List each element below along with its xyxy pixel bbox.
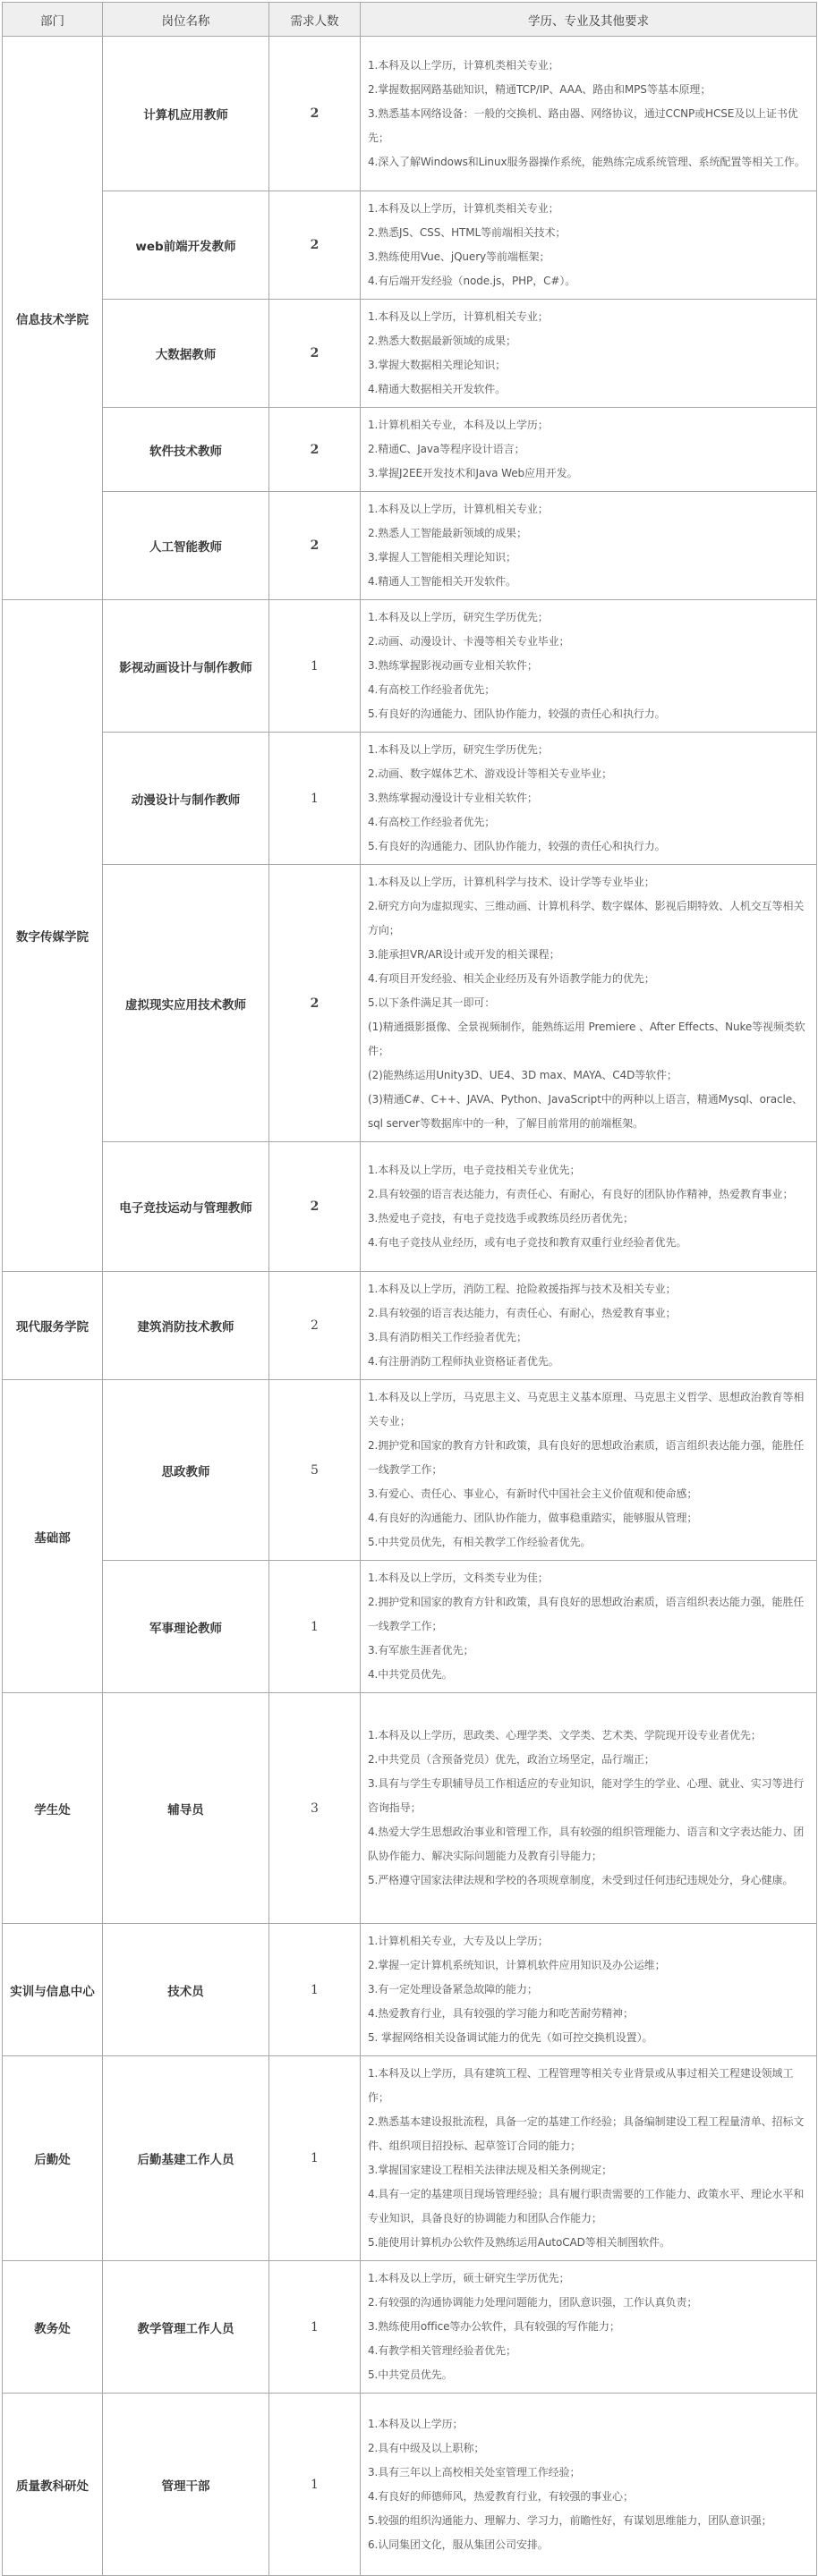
requirements-list — [368, 54, 809, 174]
requirement-item: 2.动画、动漫设计、卡漫等相关专业毕业； — [368, 635, 570, 648]
requirement-item: 4.深入了解Windows和Linux服务器操作系统，能熟练完成系统管理、系统配置等相关工作。 — [368, 155, 805, 168]
position-name-cell: 电子竞技运动与管理教师 — [103, 1142, 269, 1272]
requirements-cell — [361, 2056, 817, 2261]
headcount-cell: 2 — [269, 865, 361, 1142]
requirement-item: 5.中共党员优先。 — [368, 2368, 453, 2381]
position-name-cell: web前端开发教师 — [103, 191, 269, 300]
requirement-item: 1.本科及以上学历，硕士研究生学历优先； — [368, 2272, 570, 2284]
requirement-item: 2.掌握数据网路基础知识，精通TCP/IP、AAA、路由和MPS等基本原理； — [368, 82, 711, 96]
requirement-item: 1.计算机相关专业，本科及以上学历； — [368, 419, 549, 431]
table-row — [3, 408, 817, 492]
position-name-cell: 后勤基建工作人员 — [103, 2056, 269, 2261]
table-row — [3, 1924, 817, 2056]
requirement-item: 4.具有一定的基建项目现场管理经验；具有履行职责需要的工作能力、政策水平、理论水平和专业知识，具备良好的协调能力和团队合作能力； — [368, 2188, 805, 2224]
requirement-item: 5.能使用计算机办公软件及熟练运用AutoCAD等相关制图软件。 — [368, 2236, 670, 2249]
position-name-cell: 管理干部 — [103, 2394, 269, 2576]
requirement-item: 3.具有消防相关工作经验者优先； — [368, 1331, 527, 1343]
requirement-item: 3.熟练掌握影视动画专业相关软件； — [368, 659, 538, 672]
requirements-cell — [361, 191, 817, 300]
requirements-cell — [361, 2394, 817, 2576]
table-row — [3, 1380, 817, 1561]
headcount-cell: 5 — [269, 1380, 361, 1561]
headcount-cell: 2 — [269, 408, 361, 492]
requirement-item: 2.精通C、Java等程序设计语言； — [368, 443, 525, 455]
requirements-list — [368, 1385, 809, 1555]
requirements-list — [368, 1929, 809, 2050]
requirement-item: (1)精通摄影摄像、全景视频制作，能熟练运用 Premiere 、After Effects、Nuke等视频类软件； — [368, 1021, 805, 1057]
requirement-item: 5.以下条件满足其一即可： — [368, 996, 496, 1009]
requirement-item: 1.本科及以上学历，研究生学历优先； — [368, 743, 549, 756]
headcount-cell: 1 — [269, 2261, 361, 2394]
requirements-cell — [361, 733, 817, 865]
requirement-item: 1.本科及以上学历，计算机相关专业； — [368, 503, 549, 515]
table-row — [3, 1561, 817, 1693]
requirement-item: 5.有良好的沟通能力、团队协作能力，较强的责任心和执行力。 — [368, 708, 666, 720]
position-name-cell: 建筑消防技术教师 — [103, 1272, 269, 1380]
headcount-cell: 2 — [269, 1272, 361, 1380]
requirement-item: 4.有高校工作经验者优先； — [368, 683, 496, 696]
position-name-cell: 辅导员 — [103, 1693, 269, 1924]
position-name-cell: 人工智能教师 — [103, 492, 269, 600]
header-count: 需求人数 — [269, 3, 361, 37]
table-row — [3, 1693, 817, 1924]
requirement-item: 3.有一定处理设备紧急故障的能力； — [368, 1983, 538, 1996]
requirements-list — [368, 497, 809, 594]
table-row — [3, 1142, 817, 1272]
requirements-cell — [361, 408, 817, 492]
position-name-cell: 虚拟现实应用技术教师 — [103, 865, 269, 1142]
table-row — [3, 37, 817, 191]
department-cell: 数字传媒学院 — [3, 600, 103, 1272]
table-row — [3, 300, 817, 408]
requirements-list — [368, 2062, 809, 2255]
requirement-item: 1.本科及以上学历，计算机相关专业； — [368, 310, 549, 323]
position-name-cell: 大数据教师 — [103, 300, 269, 408]
header-row — [3, 3, 817, 37]
requirement-item: 4.有项目开发经验、相关企业经历及有外语教学能力的优先； — [368, 972, 655, 985]
requirement-item: 2.掌握一定计算机系统知识，计算机软件应用知识及办公运维； — [368, 1959, 666, 1971]
requirement-item: 5.中共党员优先，有相关教学工作经验者优先。 — [368, 1536, 592, 1548]
requirements-cell — [361, 1142, 817, 1272]
position-name-cell: 军事理论教师 — [103, 1561, 269, 1693]
headcount-cell: 1 — [269, 1561, 361, 1693]
requirement-item: 4.有后端开发经验（node.js，PHP，C#）。 — [368, 275, 576, 287]
requirement-item: 4.热爱教育行业，具有较强的学习能力和吃苦耐劳精神； — [368, 2007, 634, 2020]
position-name-cell: 动漫设计与制作教师 — [103, 733, 269, 865]
requirement-item: 3.能承担VR/AR设计或开发的相关课程； — [368, 948, 560, 961]
requirement-item: 1.本科及以上学历，研究生学历优先； — [368, 611, 549, 623]
table-body — [3, 37, 817, 2576]
requirement-item: 1.本科及以上学历，思政类、心理学类、文学类、艺术类、学院现开设专业者优先； — [368, 1729, 762, 1741]
requirements-list — [368, 1158, 809, 1255]
requirement-item: 4.有良好的师德师风，热爱教育行业，有较强的事业心； — [368, 2489, 634, 2503]
requirement-item: 3.掌握人工智能相关理论知识； — [368, 551, 516, 564]
table-row — [3, 492, 817, 600]
requirement-item: 3.具有与学生专职辅导员工作相适应的专业知识，能对学生的学业、心理、就业、实习等进行咨询指导； — [368, 1777, 805, 1814]
requirements-list — [368, 1724, 809, 1893]
requirement-item: 2.有较强的沟通协调能力处理问题能力，团队意识强，工作认真负责； — [368, 2296, 698, 2309]
requirement-item: 2.拥护党和国家的教育方针和政策，具有良好的思想政治素质，语言组织表达能力强，能胜任一线教学工作； — [368, 1596, 805, 1632]
requirement-item: 2.熟悉基本建设报批流程，具备一定的基建工作经验；具备编制建设工程工程量清单、招标文件、组织项目招投标、起草签订合同的能力； — [368, 2115, 805, 2152]
requirements-list — [368, 2267, 809, 2387]
department-cell: 学生处 — [3, 1693, 103, 1924]
requirements-cell — [361, 2261, 817, 2394]
requirement-item: 2.拥护党和国家的教育方针和政策，具有良好的思想政治素质，语言组织表达能力强，能胜任一线教学工作； — [368, 1439, 805, 1476]
recruitment-table — [2, 2, 817, 2576]
table-row — [3, 865, 817, 1142]
requirement-item: 3.熟练使用office等办公软件，具有较强的写作能力； — [368, 2320, 620, 2333]
requirement-item: 5. 掌握网络相关设备调试能力的优先（如可控交换机设置）。 — [368, 2031, 653, 2044]
requirements-cell — [361, 1924, 817, 2056]
requirement-item: 2.研究方向为虚拟现实、三维动画、计算机科学、数字媒体、影视后期特效、人机交互等相关方向； — [368, 900, 805, 936]
requirement-item: 2.熟悉大数据最新领域的成果； — [368, 335, 516, 347]
department-cell: 后勤处 — [3, 2056, 103, 2261]
requirements-list — [368, 606, 809, 726]
headcount-cell: 1 — [269, 2394, 361, 2576]
requirement-item: 4.有教学相关管理经验者优先； — [368, 2344, 516, 2357]
requirement-item: 3.熟练使用Vue、jQuery等前端框架； — [368, 250, 550, 263]
requirement-item: 3.热爱电子竞技，有电子竞技选手或教练员经历者优先； — [368, 1212, 634, 1224]
requirement-item: 1.本科及以上学历，马克思主义、马克思主义基本原理、马克思主义哲学、思想政治教育等相关专业； — [368, 1391, 805, 1428]
requirement-item: 4.中共党员优先。 — [368, 1668, 453, 1681]
requirement-item: 1.本科及以上学历； — [368, 2417, 464, 2430]
headcount-cell: 3 — [269, 1693, 361, 1924]
requirement-item: 3.掌握J2EE开发技术和Java Web应用开发。 — [368, 467, 578, 479]
requirement-item: 3.熟悉基本网络设备：一般的交换机、路由器、网络协议，通过CCNP或HCSE及以上证书优先； — [368, 106, 798, 144]
requirement-item: 1.本科及以上学历，具有建筑工程、工程管理等相关专业背景或从事过相关工程建设领域工作； — [368, 2067, 794, 2104]
requirements-list — [368, 413, 809, 486]
requirement-item: 2.中共党员（含预备党员）优先，政治立场坚定，品行端正； — [368, 1753, 655, 1766]
table-row — [3, 191, 817, 300]
department-cell: 教务处 — [3, 2261, 103, 2394]
requirements-cell — [361, 300, 817, 408]
headcount-cell: 2 — [269, 37, 361, 191]
department-cell: 基础部 — [3, 1380, 103, 1693]
requirements-list — [368, 2412, 809, 2557]
headcount-cell: 2 — [269, 300, 361, 408]
requirement-item: 4.有注册消防工程师执业资格证者优先。 — [368, 1355, 559, 1368]
requirements-cell — [361, 865, 817, 1142]
requirement-item: 4.有良好的沟通能力、团队协作能力，做事稳重踏实，能够服从管理； — [368, 1512, 698, 1524]
requirement-item: 5.较强的组织沟通能力、理解力、学习力，前瞻性好，有谋划思维能力，团队意识强； — [368, 2513, 772, 2527]
department-cell: 实训与信息中心 — [3, 1924, 103, 2056]
requirement-item: 2.具有较强的语言表达能力，有责任心、有耐心，热爱教育事业； — [368, 1307, 677, 1319]
headcount-cell: 2 — [269, 191, 361, 300]
requirement-item: 6.认同集团文化，服从集团公司安排。 — [368, 2538, 549, 2551]
requirement-item: 4.热爱大学生思想政治事业和管理工作，具有较强的组织管理能力、语言和文字表达能力、团队协作能力、解决实际问题能力及教育引导能力； — [368, 1826, 805, 1862]
requirement-item: 1.本科及以上学历，计算机类相关专业； — [368, 58, 559, 72]
requirement-item: 4.有高校工作经验者优先； — [368, 816, 496, 828]
requirement-item: 3.掌握国家建设工程相关法律法规及相关条例规定； — [368, 2164, 613, 2176]
requirement-item: 3.熟练掌握动漫设计专业相关软件； — [368, 792, 538, 804]
position-name-cell: 技术员 — [103, 1924, 269, 2056]
requirements-cell — [361, 492, 817, 600]
headcount-cell: 2 — [269, 1142, 361, 1272]
requirement-item: 3.具有三年以上高校相关处室管理工作经验； — [368, 2465, 581, 2479]
requirement-item: 1.本科及以上学历，计算机类相关专业； — [368, 202, 559, 215]
department-cell: 现代服务学院 — [3, 1272, 103, 1380]
requirement-item: 3.有军旅生涯者优先； — [368, 1644, 474, 1657]
requirement-item: 1.本科及以上学历，消防工程、抢险救援指挥与技术及相关专业； — [368, 1283, 677, 1295]
requirement-item: 2.动画、数字媒体艺术、游戏设计等相关专业毕业； — [368, 767, 613, 780]
requirement-item: 1.本科及以上学历，计算机科学与技术、设计学等专业毕业； — [368, 876, 655, 888]
position-name-cell: 影视动画设计与制作教师 — [103, 600, 269, 733]
requirement-item: 4.有电子竞技从业经历，或有电子竞技和教育双重行业经验者优先。 — [368, 1236, 687, 1249]
headcount-cell: 1 — [269, 1924, 361, 2056]
requirement-item: 3.掌握大数据相关理论知识； — [368, 359, 507, 371]
header-position: 岗位名称 — [103, 3, 269, 37]
requirements-list — [368, 1566, 809, 1687]
requirement-item: 5.严格遵守国家法律法规和学校的各项规章制度，未受到过任何违纪违规处分，身心健康。 — [368, 1874, 794, 1886]
table-row — [3, 2056, 817, 2261]
requirements-list — [368, 197, 809, 293]
requirement-item: (2)能熟练运用Unity3D、UE4、3D max、MAYA、C4D等软件； — [368, 1069, 677, 1081]
requirements-cell — [361, 1561, 817, 1693]
requirement-item: 2.具有中级及以上职称； — [368, 2441, 485, 2454]
header-department: 部门 — [3, 3, 103, 37]
requirement-item: 4.精通大数据相关开发软件。 — [368, 383, 507, 395]
headcount-cell: 1 — [269, 2056, 361, 2261]
requirement-item: 3.有爱心、责任心、事业心，有新时代中国社会主义价值观和使命感； — [368, 1487, 698, 1500]
requirements-cell — [361, 1380, 817, 1561]
position-name-cell: 计算机应用教师 — [103, 37, 269, 191]
headcount-cell: 1 — [269, 600, 361, 733]
position-name-cell: 软件技术教师 — [103, 408, 269, 492]
headcount-cell: 2 — [269, 492, 361, 600]
position-name-cell: 思政教师 — [103, 1380, 269, 1561]
requirements-list — [368, 1277, 809, 1374]
requirements-cell — [361, 600, 817, 733]
requirements-cell — [361, 1272, 817, 1380]
requirement-item: 2.具有较强的语言表达能力，有责任心、有耐心，有良好的团队协作精神，热爱教育事业； — [368, 1188, 794, 1200]
requirements-list — [368, 305, 809, 402]
table-row — [3, 2394, 817, 2576]
requirements-cell — [361, 1693, 817, 1924]
requirements-cell — [361, 37, 817, 191]
table-row — [3, 2261, 817, 2394]
requirement-item: 1.计算机相关专业，大专及以上学历； — [368, 1935, 549, 1947]
headcount-cell: 1 — [269, 733, 361, 865]
requirement-item: 1.本科及以上学历，电子竞技相关专业优先； — [368, 1164, 581, 1176]
department-cell: 信息技术学院 — [3, 37, 103, 600]
requirement-item: 4.精通人工智能相关开发软件。 — [368, 575, 516, 588]
requirement-item: 1.本科及以上学历，文科类专业为佳； — [368, 1572, 549, 1584]
requirement-item: 2.熟悉JS、CSS、HTML等前端相关技术； — [368, 226, 567, 239]
requirements-list — [368, 870, 809, 1136]
requirement-item: (3)精通C#、C++、JAVA、Python、JavaScript中的两种以上语言，精通Mysql、oracle、sql server等数据库中的一种，了解目前常用的前端框架。 — [368, 1093, 803, 1130]
table-row — [3, 600, 817, 733]
requirement-item: 2.熟悉人工智能最新领域的成果； — [368, 527, 527, 539]
requirement-item: 5.有良好的沟通能力、团队协作能力，较强的责任心和执行力。 — [368, 840, 666, 852]
department-cell: 质量教科研处 — [3, 2394, 103, 2576]
table-row — [3, 1272, 817, 1380]
position-name-cell: 教学管理工作人员 — [103, 2261, 269, 2394]
table-row — [3, 733, 817, 865]
requirements-list — [368, 738, 809, 859]
header-requirements: 学历、专业及其他要求 — [361, 3, 817, 37]
